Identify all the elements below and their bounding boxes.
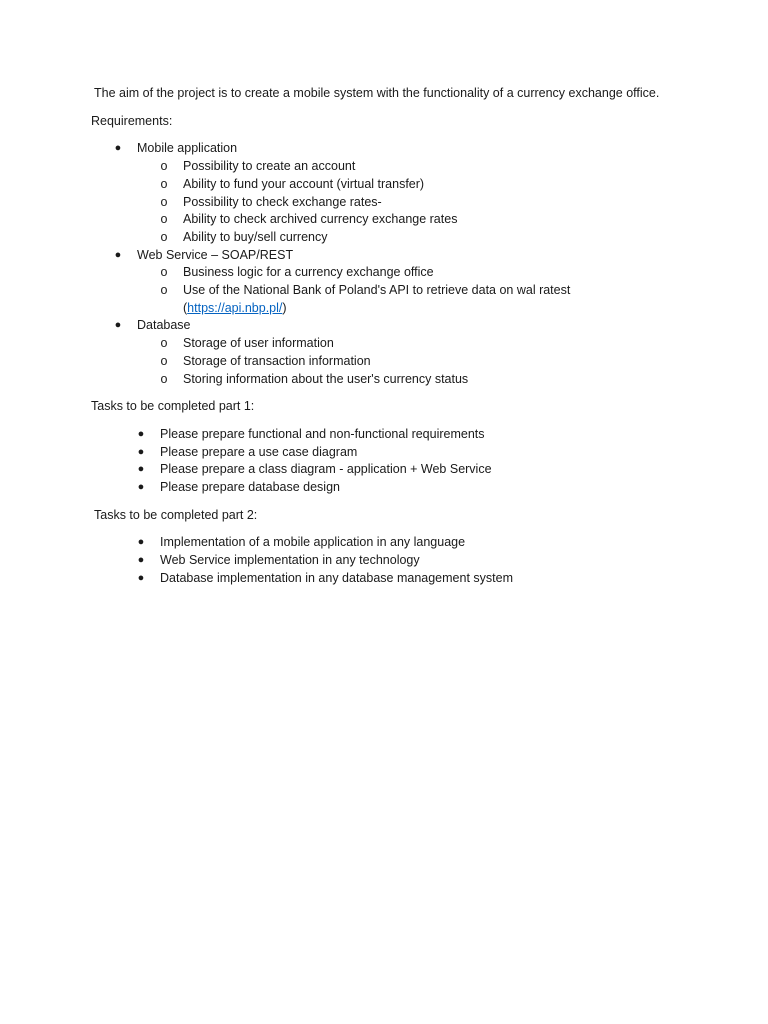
list-item: ● Web Service implementation in any technology	[91, 552, 671, 570]
requirement-sublist	[137, 335, 671, 388]
circle-bullet-icon: o	[160, 283, 168, 298]
list-item: o Ability to fund your account (virtual transfer)	[137, 176, 671, 194]
list-item: ● Please prepare a class diagram - application + Web Service	[91, 461, 671, 479]
circle-bullet-icon: o	[160, 336, 168, 351]
list-item: o Storing information about the user's currency status	[137, 371, 671, 389]
bullet-icon: ●	[114, 319, 122, 332]
bullet-icon: ●	[137, 445, 145, 458]
list-item: o Storage of transaction information	[137, 353, 671, 371]
bullet-icon: ●	[137, 427, 145, 440]
circle-bullet-icon: o	[160, 159, 168, 174]
requirement-label: Database	[137, 318, 191, 333]
requirement-database	[91, 317, 671, 388]
list-item: o Possibility to check exchange rates-	[137, 194, 671, 212]
list-item: o Business logic for a currency exchange office	[137, 264, 671, 282]
list-item: ● Please prepare functional and non-functional requirements	[91, 426, 671, 444]
bullet-icon: ●	[114, 248, 122, 261]
requirement-sublist	[137, 264, 671, 317]
requirement-label: Mobile application	[137, 141, 238, 156]
bullet-icon: ●	[137, 536, 145, 549]
circle-bullet-icon: o	[160, 194, 168, 209]
list-item: o Ability to check archived currency exchange rates	[137, 211, 671, 229]
list-item: o Use of the National Bank of Poland's API to retrieve data on wal ratest (https://api.nbp.pl/)	[160, 283, 571, 315]
requirement-sublist	[137, 158, 671, 247]
list-item: ● Database implementation in any database management system	[91, 570, 671, 588]
requirements-list	[91, 140, 671, 388]
circle-bullet-icon: o	[160, 212, 168, 227]
requirement-mobile-application	[91, 140, 671, 246]
requirement-label: Web Service – SOAP/REST	[137, 247, 294, 262]
bullet-icon: ●	[137, 554, 145, 567]
bullet-icon: ●	[137, 463, 145, 476]
circle-bullet-icon: o	[160, 176, 168, 191]
bullet-icon: ●	[137, 481, 145, 494]
document-page	[91, 85, 671, 598]
tasks-part1-heading: Tasks to be completed part 1:	[91, 399, 255, 414]
list-item: o Ability to buy/sell currency	[137, 229, 671, 247]
list-item: ● Please prepare database design	[91, 479, 671, 497]
list-item: ● Please prepare a use case diagram	[91, 444, 671, 462]
circle-bullet-icon: o	[160, 371, 168, 386]
bullet-icon: ●	[137, 571, 145, 584]
circle-bullet-icon: o	[160, 229, 168, 244]
circle-bullet-icon: o	[160, 353, 168, 368]
bullet-icon: ●	[114, 142, 122, 155]
tasks-part2-list	[91, 534, 671, 587]
intro-paragraph: The aim of the project is to create a mobile system with the functionality of a currency exchange office.	[94, 86, 660, 100]
tasks-part2-heading: Tasks to be completed part 2:	[94, 507, 258, 522]
requirements-heading: Requirements:	[91, 113, 173, 128]
list-item: ● Implementation of a mobile application in any language	[91, 534, 671, 552]
requirement-web-service	[91, 247, 671, 318]
tasks-part1-list	[91, 426, 671, 497]
nbp-api-link[interactable]: https://api.nbp.pl/	[187, 300, 283, 315]
list-item: o Possibility to create an account	[137, 158, 671, 176]
circle-bullet-icon: o	[160, 265, 168, 280]
list-item: o Storage of user information	[137, 335, 671, 353]
